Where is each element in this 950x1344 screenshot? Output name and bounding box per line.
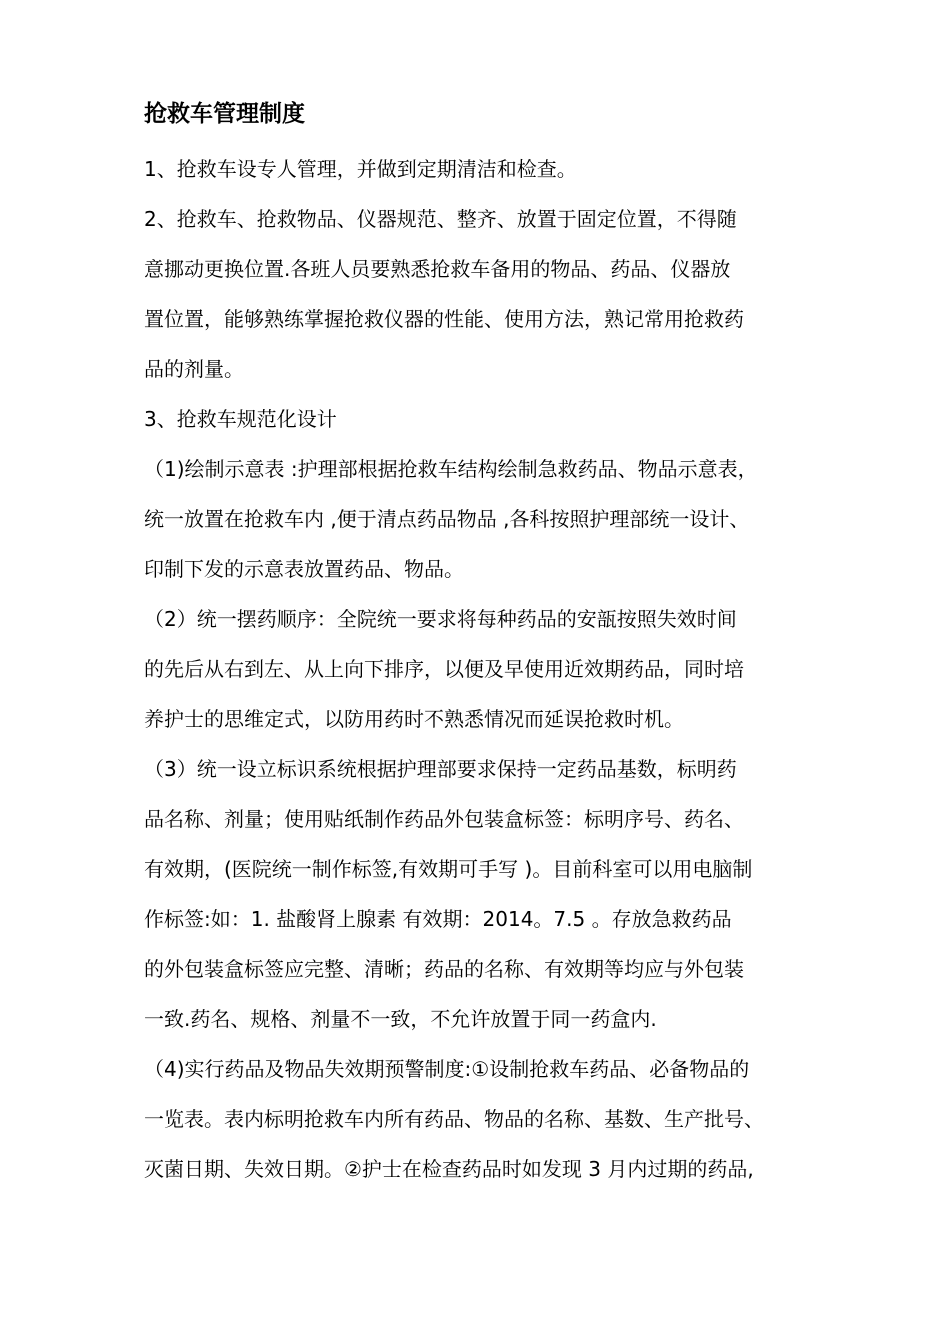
body-line: 的外包装盒标签应完整、清晰；药品的名称、有效期等均应与外包装	[144, 957, 744, 981]
body-line: 品的剂量。	[144, 357, 244, 381]
body-line: 一致.药名、规格、剂量不一致，不允许放置于同一药盒内.	[144, 1007, 657, 1031]
body-line: 一览表。表内标明抢救车内所有药品、物品的名称、基数、生产批号、	[144, 1107, 764, 1131]
body-line: （4)实行药品及物品失效期预警制度:①设制抢救车药品、必备物品的	[144, 1057, 750, 1081]
body-line: 的先后从右到左、从上向下排序，以便及早使用近效期药品，同时培	[144, 657, 744, 681]
body-line: 印制下发的示意表放置药品、物品。	[144, 557, 464, 581]
body-line: 作标签:如：1. 盐酸肾上腺素 有效期：2014。7.5 。存放急救药品	[144, 907, 732, 931]
document-body	[144, 144, 834, 1194]
body-line: 3、抢救车规范化设计	[144, 407, 337, 431]
body-line: （3）统一设立标识系统根据护理部要求保持一定药品基数，标明药	[144, 757, 737, 781]
body-line: 品名称、剂量；使用贴纸制作药品外包装盒标签：标明序号、药名、	[144, 807, 744, 831]
body-line: 统一放置在抢救车内 ,便于清点药品物品 ,各科按照护理部统一设计、	[144, 507, 750, 531]
body-line: 养护士的思维定式，以防用药时不熟悉情况而延误抢救时机。	[144, 707, 684, 731]
body-line: 有效期，(医院统一制作标签,有效期可手写 )。目前科室可以用电脑制	[144, 857, 753, 881]
body-line: 2、抢救车、抢救物品、仪器规范、整齐、放置于固定位置，不得随	[144, 207, 737, 231]
body-line: 意挪动更换位置.各班人员要熟悉抢救车备用的物品、药品、仪器放	[144, 257, 731, 281]
body-line: 置位置，能够熟练掌握抢救仪器的性能、使用方法，熟记常用抢救药	[144, 307, 744, 331]
body-line: （1)绘制示意表 :护理部根据抢救车结构绘制急救药品、物品示意表，	[144, 457, 758, 481]
document-title: 抢救车管理制度	[144, 101, 305, 127]
body-line: 1、抢救车设专人管理，并做到定期清洁和检查。	[144, 157, 577, 181]
body-line: 灭菌日期、失效日期。②护士在检查药品时如发现 3 月内过期的药品,	[144, 1157, 754, 1181]
body-line: （2）统一摆药顺序：全院统一要求将每种药品的安瓿按照失效时间	[144, 607, 737, 631]
